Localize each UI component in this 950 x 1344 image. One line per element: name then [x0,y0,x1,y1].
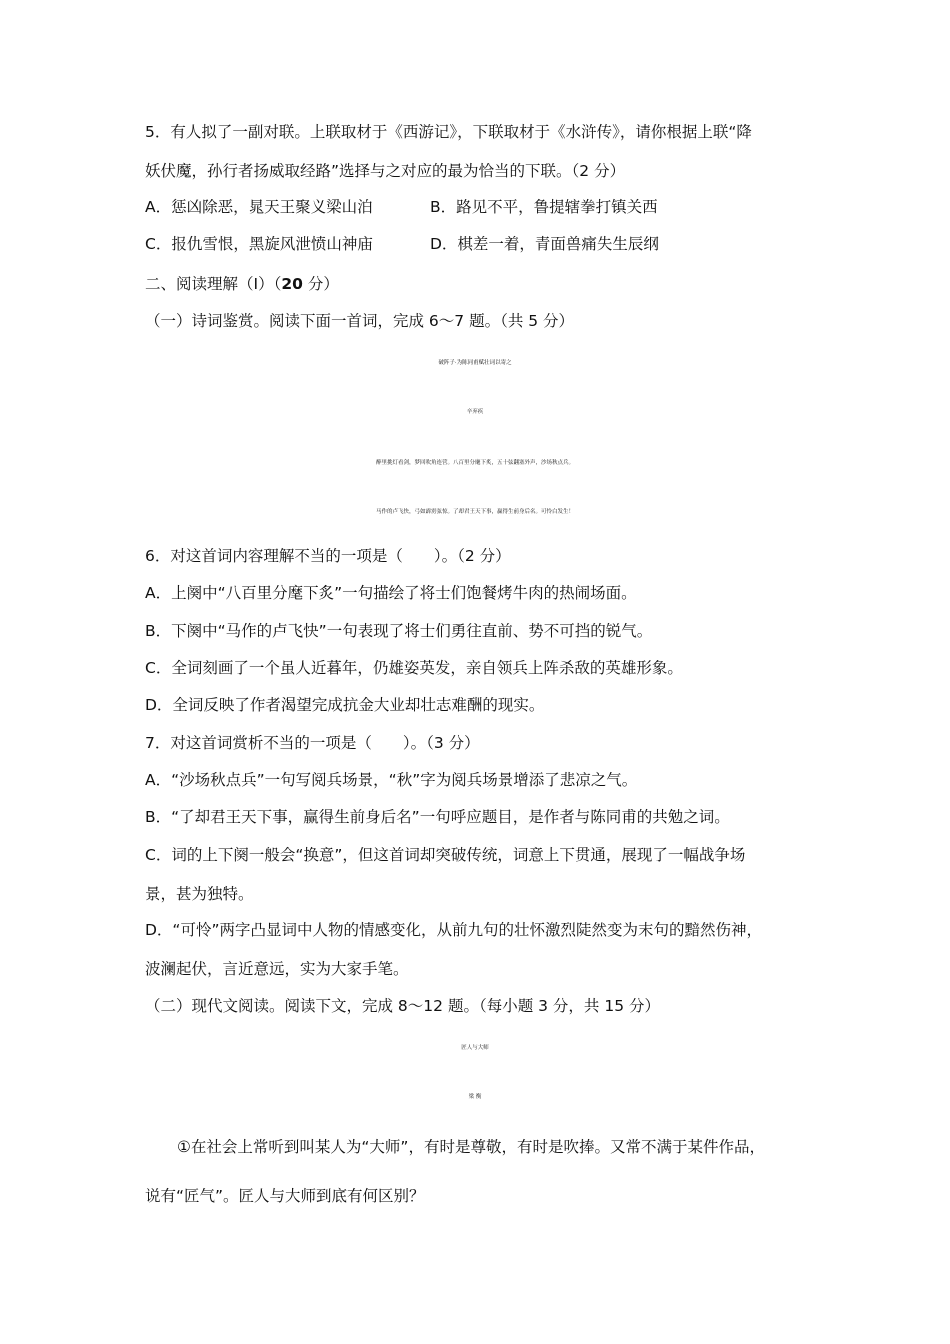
q5-option-a: A．惩凶除恶，晁天王聚义梁山泊 [145,198,373,216]
q6-option-c: C．全词刻画了一个虽人近暮年，仍雄姿英发，亲自领兵上阵杀敌的英雄形象。 [145,659,683,677]
q5-option-d: D．棋差一着，青面兽痛失生辰纲 [430,235,659,253]
q5-option-c: C．报仇雪恨，黑旋风泄愤山神庙 [145,235,373,253]
q6-option-b: B．下阕中“马作的卢飞快”一句表现了将士们勇往直前、势不可挡的锐气。 [145,622,653,640]
q5-options-row2 [145,233,810,255]
q7-option-b: B．“了却君王天下事，赢得生前身后名”一句呼应题目，是作者与陈同甫的共勉之词。 [145,808,730,826]
q7-option-d-line2: 波澜起伏，言近意远，实为大家手笔。 [145,960,409,978]
part2-intro: （二）现代文阅读。阅读下文，完成 8～12 题。（每小题 3 分，共 15 分） [145,997,660,1015]
essay-title: 匠人与大师 [461,1045,489,1051]
q5-stem-line2: 妖伏魔，孙行者扬威取经路”选择与之对应的最为恰当的下联。（2 分） [145,162,626,180]
q7-stem: 7．对这首词赏析不当的一项是（ ）。（3 分） [145,734,480,752]
q7-option-c-line2: 景，甚为独特。 [145,885,254,903]
q6-stem: 6．对这首词内容理解不当的一项是（ ）。（2 分） [145,547,511,565]
section2-title-score: 20 [281,275,303,293]
poem-author: 辛弃疾 [466,409,484,415]
essay-author: 梁 衡 [468,1094,482,1100]
section2-title-post: 分） [302,275,339,293]
part1-intro: （一）诗词鉴赏。阅读下面一首词，完成 6～7 题。（共 5 分） [145,312,575,330]
essay-p1-line1: ①在社会上常听到叫某人为“大师”，有时是尊敬，有时是吹捧。又常不满于某件作品， [177,1138,765,1156]
q5-stem-line1: 5．有人拟了一副对联。上联取材于《西游记》，下联取材于《水浒传》，请你根据上联“降 [145,123,752,141]
poem-line1: 醉里挑灯看剑，梦回吹角连营。八百里分麾下炙，五十弦翻塞外声，沙场秋点兵。 [375,460,574,466]
q5-option-b: B．路见不平，鲁提辖拳打镇关西 [430,198,658,216]
q6-option-a: A．上阕中“八百里分麾下炙”一句描绘了将士们饱餐烤牛肉的热闹场面。 [145,584,637,602]
q5-options-row1 [145,196,810,218]
section2-title-pre: 二、阅读理解（Ⅰ）（ [145,275,282,293]
q6-option-d: D．全词反映了作者渴望完成抗金大业却壮志难酬的现实。 [145,696,545,714]
poem-title: 破阵子·为陈同甫赋壮词以寄之 [438,360,512,366]
q7-option-d-line1: D．“可怜”两字凸显词中人物的情感变化，从前九句的壮怀激烈陡然变为末句的黯然伤神， [145,921,762,939]
q7-option-a: A．“沙场秋点兵”一句写阅兵场景，“秋”字为阅兵场景增添了悲凉之气。 [145,771,638,789]
poem-line2: 马作的卢飞快，弓如霹雳弦惊。了却君王天下事，赢得生前身后名。可怜白发生！ [375,509,574,515]
essay-p1-line2: 说有“匠气”。匠人与大师到底有何区别？ [145,1187,425,1205]
section2-title [145,273,810,295]
q7-option-c-line1: C．词的上下阕一般会“换意”，但这首词却突破传统，词意上下贯通，展现了一幅战争场 [145,846,746,864]
